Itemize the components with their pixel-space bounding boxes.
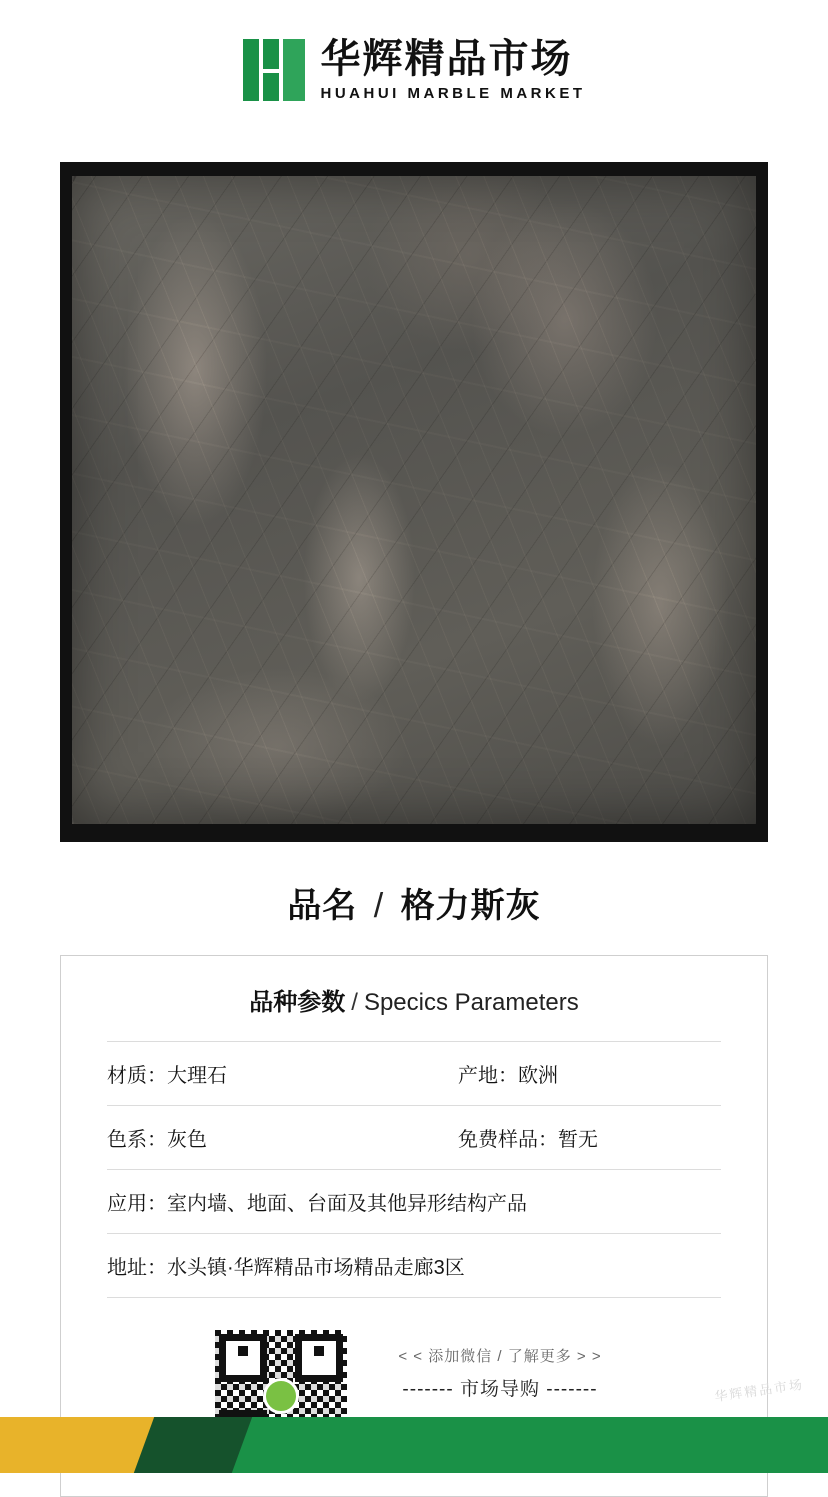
brand-name-cn: 华辉精品市场: [320, 37, 573, 81]
brand-text: [321, 38, 586, 102]
parameters-title-en: Specics Parameters: [363, 989, 579, 1016]
product-name-label: 品名: [287, 887, 358, 925]
watermark: 华辉精品市场: [713, 1376, 805, 1405]
param-value: 欧洲: [518, 1065, 558, 1087]
table-row: [107, 1169, 721, 1233]
table-row: [107, 1233, 721, 1298]
param-address: [107, 1251, 721, 1280]
parameters-title-cn: 品种参数: [249, 989, 346, 1016]
qr-finder-icon: [219, 1334, 267, 1382]
param-label: 免费样品：: [458, 1129, 558, 1151]
param-free-sample: [414, 1123, 721, 1152]
param-material: [107, 1059, 414, 1088]
footer-bar: [0, 1417, 828, 1473]
param-origin: [414, 1059, 721, 1088]
parameters-title-separator: /: [351, 989, 358, 1016]
huahui-logo-icon: [243, 39, 305, 101]
parameters-title: [61, 982, 767, 1017]
wechat-prompt: < < 添加微信 / 了解更多 > >: [398, 1347, 602, 1365]
param-label: 材质：: [107, 1065, 167, 1087]
page-title: [0, 878, 828, 927]
table-row: [107, 1041, 721, 1105]
param-label: 产地：: [458, 1065, 518, 1087]
product-name-value: 格力斯灰: [400, 887, 541, 925]
param-label: 色系：: [107, 1129, 167, 1151]
parameters-card: [60, 955, 768, 1497]
brand-name-en: HUAHUI MARBLE MARKET: [320, 85, 586, 102]
table-row: [107, 1105, 721, 1169]
param-value: 水头镇·华辉精品市场精品走廊3区: [167, 1257, 465, 1279]
param-value: 暂无: [558, 1129, 598, 1151]
wechat-icon: [263, 1378, 299, 1414]
marble-slab-image: [72, 176, 756, 824]
param-label: 应用：: [107, 1193, 167, 1215]
product-name-separator: /: [373, 887, 385, 925]
param-color: [107, 1123, 414, 1152]
brand-logo: [243, 38, 586, 102]
page-header: [0, 0, 828, 140]
param-label: 地址：: [107, 1257, 167, 1279]
param-value: 室内墙、地面、台面及其他异形结构产品: [167, 1193, 527, 1215]
param-application: [107, 1187, 721, 1216]
param-value: 大理石: [167, 1065, 227, 1087]
product-image-frame: [60, 162, 768, 842]
parameters-table: [61, 1041, 767, 1298]
footer-accent-green: [232, 1417, 828, 1473]
qr-finder-icon: [295, 1334, 343, 1382]
market-guide-label: ------- 市场导购 -------: [402, 1378, 598, 1400]
param-value: 灰色: [167, 1129, 207, 1151]
